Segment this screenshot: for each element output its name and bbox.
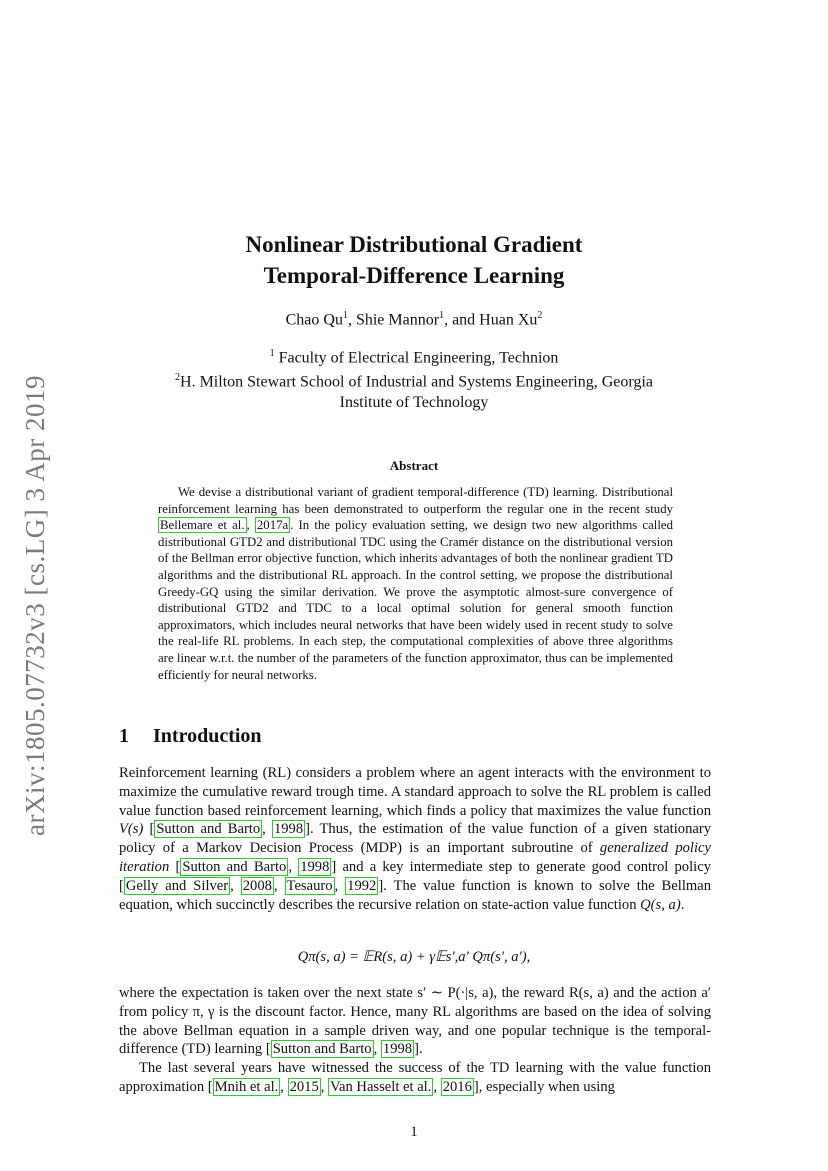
citation-year: 2008 bbox=[242, 877, 272, 894]
citation-year: 1992 bbox=[347, 877, 377, 894]
citation-year-link[interactable] bbox=[345, 877, 378, 895]
arxiv-id: arXiv:1805.07732v3 [cs.LG] 3 Apr 2019 bbox=[19, 374, 50, 836]
bellman-equation: Qπ(s, a) = 𝔼R(s, a) + γ𝔼s′,a′ Qπ(s′, a′), bbox=[297, 949, 531, 965]
author-name: , and Huan Xu bbox=[444, 311, 538, 329]
text: The last several years have witnessed the success of the TD learning with the value function approximation bbox=[119, 1060, 711, 1095]
affil-sup: 2 bbox=[175, 372, 181, 384]
text: . bbox=[418, 1041, 423, 1058]
citation-year-link[interactable] bbox=[381, 1040, 414, 1058]
citation-author: Van Hasselt et al. bbox=[330, 1078, 432, 1095]
section-title: Introduction bbox=[153, 725, 262, 747]
paragraph: Reinforcement learning (RL) considers a problem where an agent interacts with the environment to maximize the cumulative reward trough time. A standard approach to solve the RL problem is called value function based reinforcement learning, which finds a policy that maximizes the value function V(s) [ Sutton and Barto , 1998 ]. Thus, the estimation of the value function of a given stationary policy of a Markov Decision Process (MDP) is an important subroutine of generalized policy iteration [ Sutton and Barto , 1998 ] and a key intermediate step to generate good control policy [ Gelly and Silver , 2008 , Tesauro , 1992 ]. The value function is known to solve the Bellman equation, which succinctly describes the recursive relation on state-action value function Q(s, a). bbox=[119, 765, 712, 913]
page-number: 1 bbox=[410, 1124, 418, 1140]
citation-year-link[interactable] bbox=[272, 820, 305, 838]
author-name: Chao Qu bbox=[285, 311, 343, 329]
citation-author: Gelly and Silver bbox=[125, 877, 229, 894]
citation-link[interactable] bbox=[158, 517, 247, 533]
author-list bbox=[0, 310, 828, 329]
citation-link[interactable] bbox=[180, 858, 288, 876]
emphasis: generalized policy iteration bbox=[119, 840, 711, 875]
citation-year: 1998 bbox=[300, 858, 330, 875]
abstract-part: We devise a distributional variant of gradient temporal-difference (TD) learning. Distributional reinforcement learning has been demonstrated to outperform the regular one in the recent study bbox=[158, 485, 673, 516]
citation-year-link[interactable] bbox=[298, 858, 331, 876]
citation-link[interactable] bbox=[271, 1040, 374, 1058]
citation-year-link[interactable] bbox=[288, 1078, 321, 1096]
affiliations bbox=[0, 344, 828, 413]
citation-link[interactable] bbox=[213, 1078, 281, 1096]
citation-author: Tesauro bbox=[286, 877, 333, 894]
text: . Thus, the estimation of the value function of a given stationary policy of a Markov Decision Process (MDP) is an important subroutine of bbox=[119, 821, 712, 857]
citation-year-link[interactable] bbox=[241, 877, 274, 895]
citation-year: 2015 bbox=[289, 1078, 319, 1095]
author-sup: 2 bbox=[537, 310, 543, 321]
citation-author: Sutton and Barto bbox=[182, 858, 287, 875]
citation-link[interactable] bbox=[285, 877, 335, 895]
paper-title bbox=[0, 229, 828, 291]
text: . bbox=[680, 896, 685, 913]
citation-year: 1998 bbox=[382, 1041, 413, 1058]
citation-link[interactable] bbox=[328, 1078, 433, 1096]
math-inline: V(s) bbox=[119, 821, 144, 838]
text: . The value function is known to solve the Bellman equation, which succinctly describes the recursive relation on state-action value function bbox=[119, 877, 712, 913]
citation-author: Sutton and Barto bbox=[156, 821, 261, 838]
citation-link[interactable] bbox=[124, 877, 230, 895]
section-number: 1 bbox=[119, 725, 129, 747]
abstract-text: We devise a distributional variant of gradient temporal-difference (TD) learning. Distributional reinforcement learning has been demonstrated to outperform the regular one in the recent study Bellemare et al. , 2017a . In the policy evaluation setting, we design two new algorithms called distributional GTD2 and distributional TDC using the Cramér distance on the distributional version of the Bellman error objective function, which inherits advantages of both the nonlinear gradient TD algorithms and the distributional RL approach. In the control setting, we propose the distributional Greedy-GQ using the similar derivation. We prove the asymptotic almost-sure convergence of distributional GTD2 and TDC to a local optimal solution for general smooth function approximators, which includes neural networks that have been widely used in recent study to solve the real-life RL problems. In each step, the computational complexities of above three algorithms are linear w.r.t. the number of the parameters of the function approximator, thus can be implemented efficiently for neural networks. bbox=[158, 485, 673, 682]
citation-year: 2016 bbox=[442, 1078, 472, 1095]
title-line-2: Temporal-Difference Learning bbox=[263, 263, 565, 288]
citation-author: Bellemare et al. bbox=[160, 518, 245, 533]
citation-year-link[interactable] bbox=[255, 517, 290, 533]
paragraph: where the expectation is taken over the next state s′ ∼ P(·|s, a), the reward R(s, a) and the action a′ from policy π, γ is the discount factor. Hence, many RL algorithms are based on the idea of solving the above Bellman equation in a sample driven way, and one popular technique is the temporal-difference (TD) learning [ Sutton and Barto , 1998 ]. bbox=[119, 985, 711, 1058]
affil-sup: 1 bbox=[269, 348, 275, 359]
citation-author: Sutton and Barto bbox=[272, 1041, 372, 1058]
author-name: , Shie Mannor bbox=[347, 311, 440, 329]
text: and a key intermediate step to generate good control policy bbox=[336, 858, 711, 875]
author-sup: 1 bbox=[342, 310, 348, 321]
citation-year: 1998 bbox=[273, 821, 304, 838]
text: , especially when using bbox=[478, 1078, 615, 1095]
text: Reinforcement learning (RL) considers a problem where an agent interacts with the environment to maximize the cumulative reward trough time. A standard approach to solve the RL problem is called value function based reinforcement learning, which finds a policy that maximizes the value function bbox=[119, 765, 711, 819]
citation-author: Mnih et al. bbox=[214, 1078, 279, 1095]
text: where the expectation is taken over the next state s′ ∼ P(·|s, a), the reward R(s, a) and the action a′ from policy π, γ is the discount factor. Hence, many RL algorithms are based on the idea of solving the above Bellman equation in a sample driven way, and one popular technique is the temporal-difference (TD) learning bbox=[119, 985, 711, 1058]
title-line-1: Nonlinear Distributional Gradient bbox=[245, 232, 583, 257]
math-inline: Q(s, a) bbox=[640, 896, 681, 913]
abstract-part: . In the policy evaluation setting, we design two new algorithms called distributional GTD2 and distributional TDC using the Cramér distance on the distributional version of the Bellman error objective function, which inherits advantages of both the nonlinear gradient TD algorithms and the distributional RL approach. In the control setting, we propose the distributional Greedy-GQ using the similar derivation. We prove the asymptotic almost-sure convergence of distributional GTD2 and TDC to a local optimal solution for general smooth function approximators, which includes neural networks that have been widely used in recent study to solve the real-life RL problems. In each step, the computational complexities of above three algorithms are linear w.r.t. the number of the parameters of the function approximator, thus can be implemented efficiently for neural networks. bbox=[158, 518, 673, 682]
author-sup: 1 bbox=[439, 310, 445, 321]
citation-year-link[interactable] bbox=[441, 1078, 474, 1096]
abstract-heading: Abstract bbox=[389, 458, 439, 473]
affiliation-1: Faculty of Electrical Engineering, Technion bbox=[274, 349, 559, 367]
section-heading bbox=[119, 725, 262, 748]
arxiv-stamp bbox=[10, 370, 60, 840]
citation-link[interactable] bbox=[154, 820, 262, 838]
citation-year: 2017a bbox=[256, 518, 289, 533]
paragraph: The last several years have witnessed the success of the TD learning with the value function approximation [ Mnih et al. , 2015 , Van Hasselt et al. , 2016 ], especially when using bbox=[119, 1060, 711, 1095]
affiliation-2: H. Milton Stewart School of Industrial and Systems Engineering, Georgia bbox=[180, 373, 653, 391]
affiliation-2-cont: Institute of Technology bbox=[339, 393, 489, 411]
